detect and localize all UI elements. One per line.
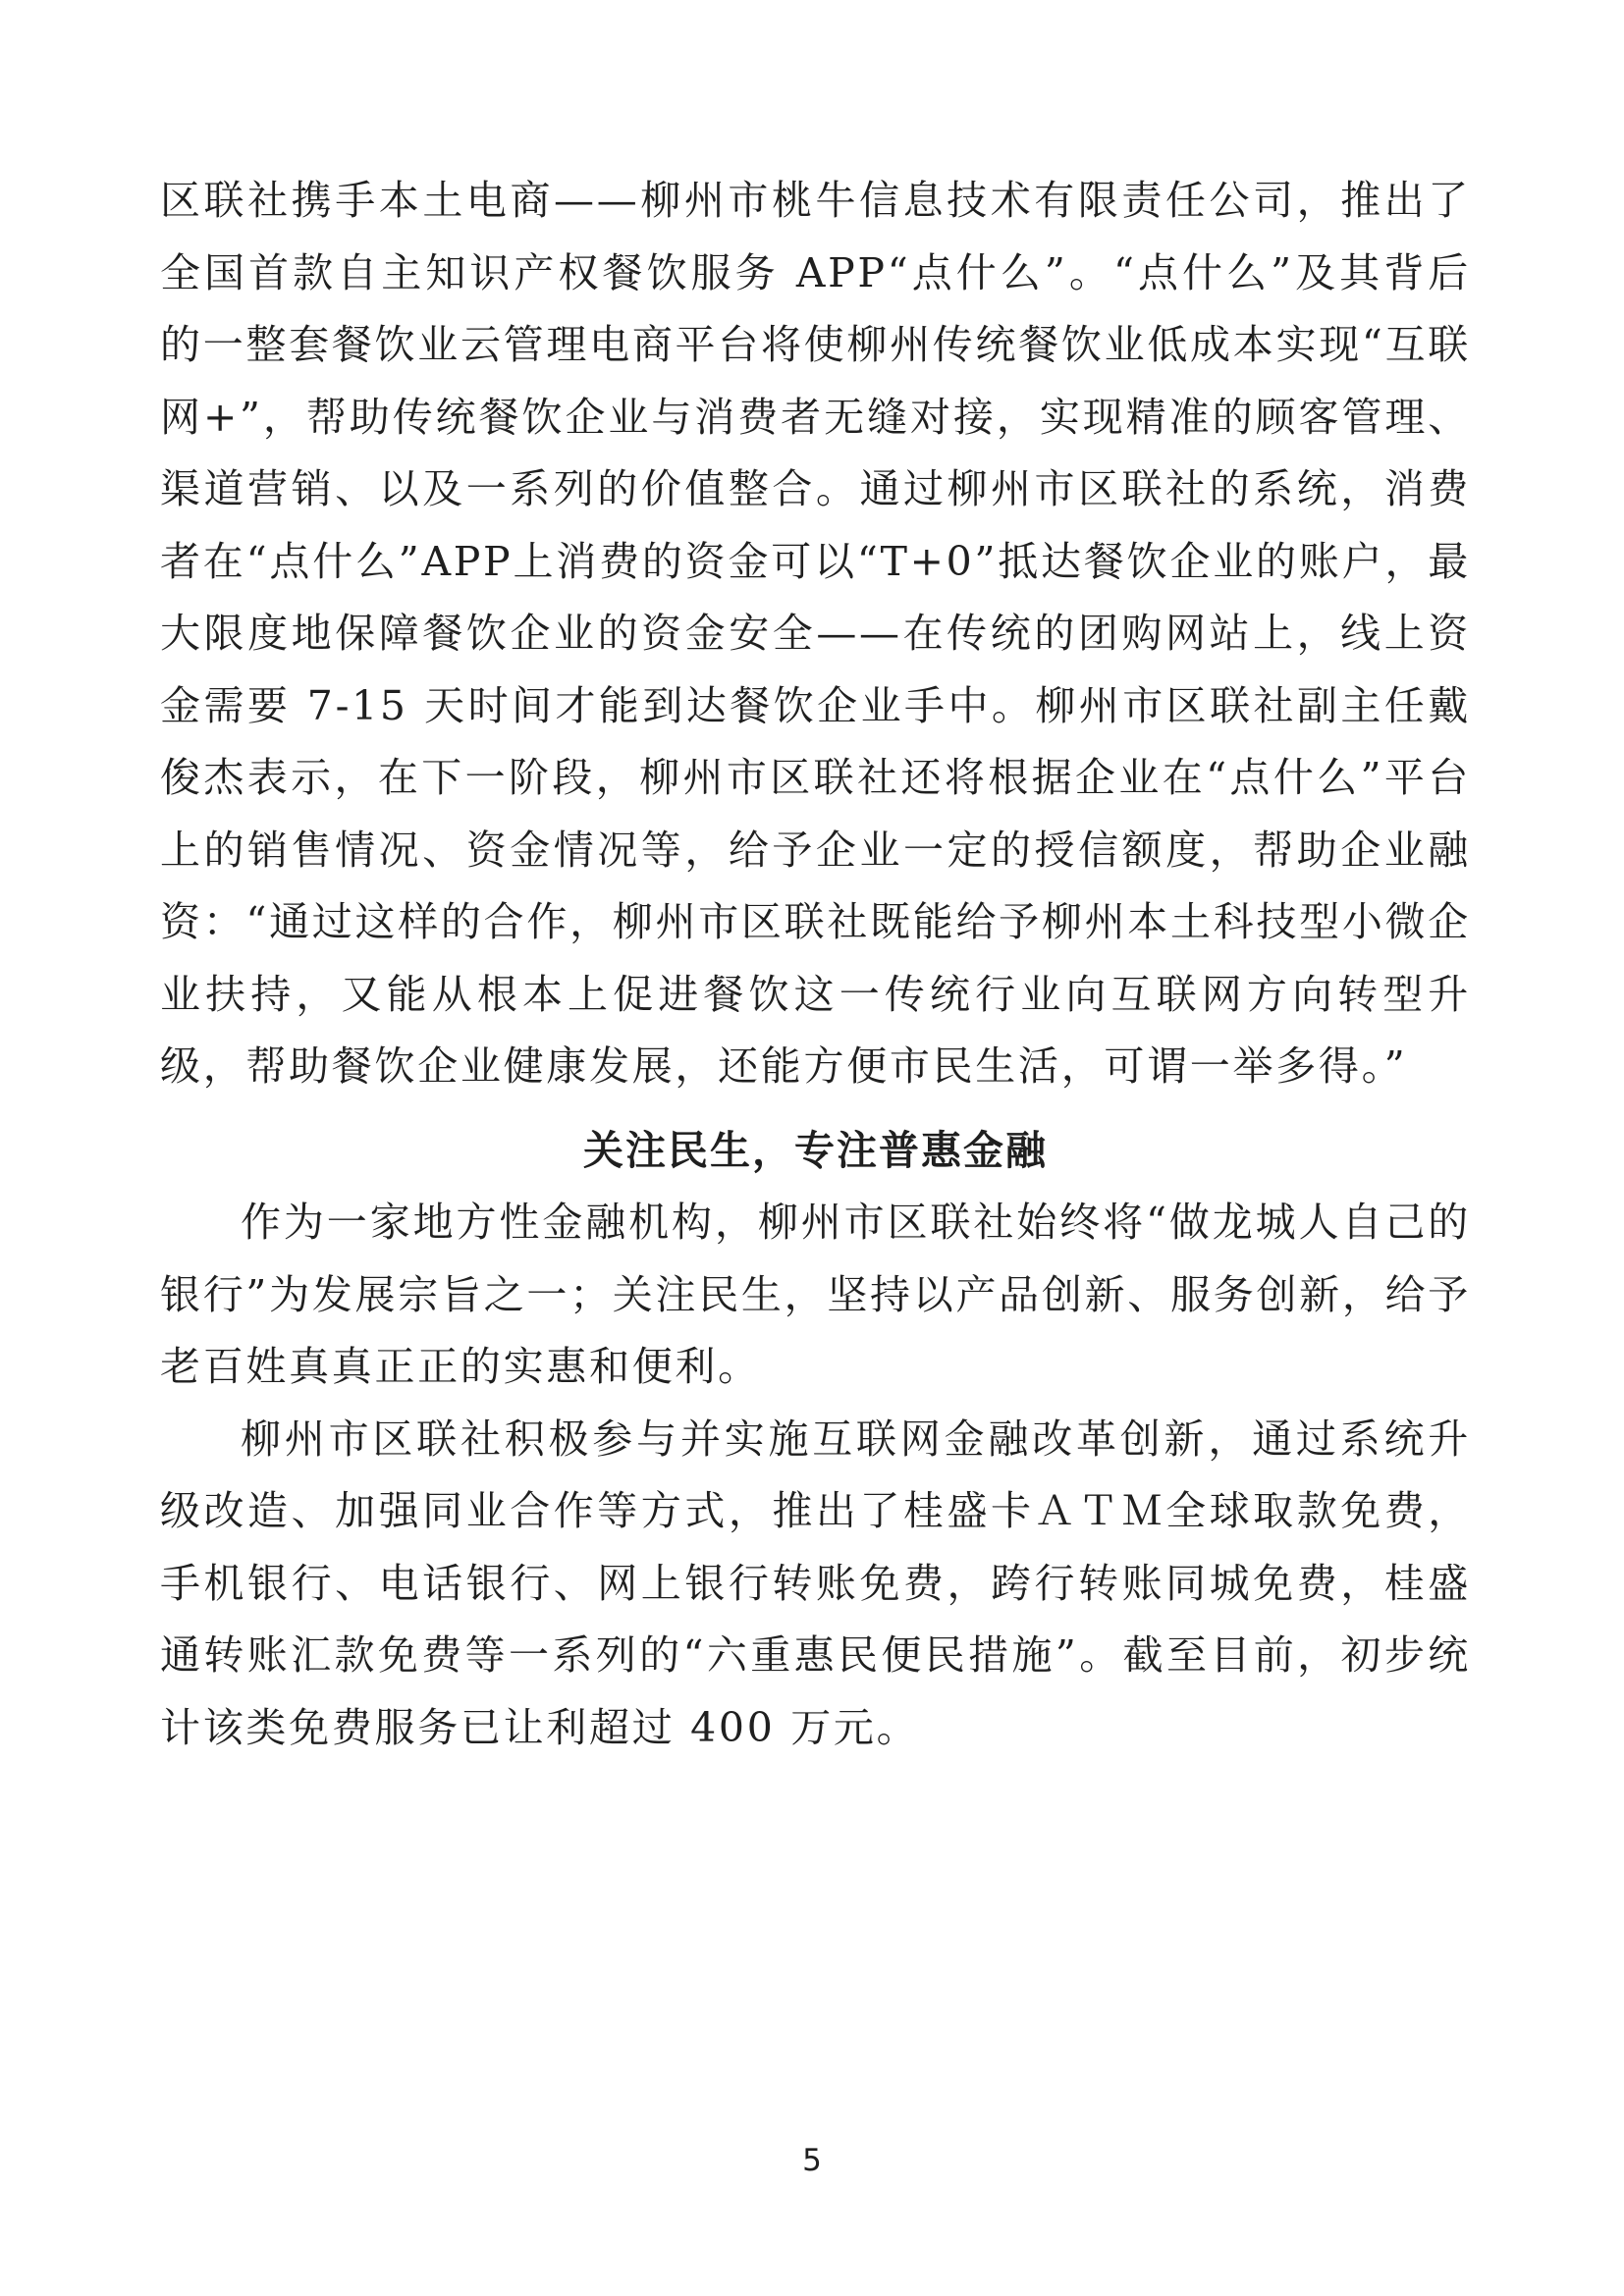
page-number: 5 bbox=[802, 2143, 822, 2178]
section-heading: 关注民生，专注普惠金融 bbox=[583, 1126, 1048, 1174]
paragraph: 作为一家地方性金融机构，柳州市区联社始终将“做龙城人自己的银行”为发展宗旨之一；关注民生，坚持以产品创新、服务创新，给予老百姓真真正正的实惠和便利。 bbox=[160, 1199, 1471, 1390]
paragraph-continuation: 区联社携手本土电商——柳州市桃牛信息技术有限责任公司，推出了全国首款自主知识产权餐饮服务 APP“点什么”。“点什么”及其背后的一整套餐饮业云管理电商平台将使柳州传统餐饮业低成本实现“互联网+”，帮助传统餐饮企业与消费者无缝对接，实现精准的顾客管理、渠道营销、以及一系列的价值整合。通过柳州市区联社的系统，消费者在“点什么”APP上消费的资金可以“T+0”抵达餐饮企业的账户，最大限度地保障餐饮企业的资金安全——在传统的团购网站上，线上资金需要 7-15 天时间才能到达餐饮企业手中。柳州市区联社副主任戴俊杰表示，在下一阶段，柳州市区联社还将根据企业在“点什么”平台上的销售情况、资金情况等，给予企业一定的授信额度，帮助企业融资：“通过这样的合作，柳州市区联社既能给予柳州本土科技型小微企业扶持，又能从根本上促进餐饮这一传统行业向互联网方向转型升级，帮助餐饮企业健康发展，还能方便市民生活，可谓一举多得。” bbox=[160, 177, 1471, 1090]
document-body bbox=[160, 165, 1471, 1764]
paragraph: 柳州市区联社积极参与并实施互联网金融改革创新，通过系统升级改造、加强同业合作等方式，推出了桂盛卡ＡＴＭ全球取款免费，手机银行、电话银行、网上银行转账免费，跨行转账同城免费，桂盛通转账汇款免费等一系列的“六重惠民便民措施”。截至目前，初步统计该类免费服务已让利超过 400 万元。 bbox=[160, 1415, 1471, 1751]
